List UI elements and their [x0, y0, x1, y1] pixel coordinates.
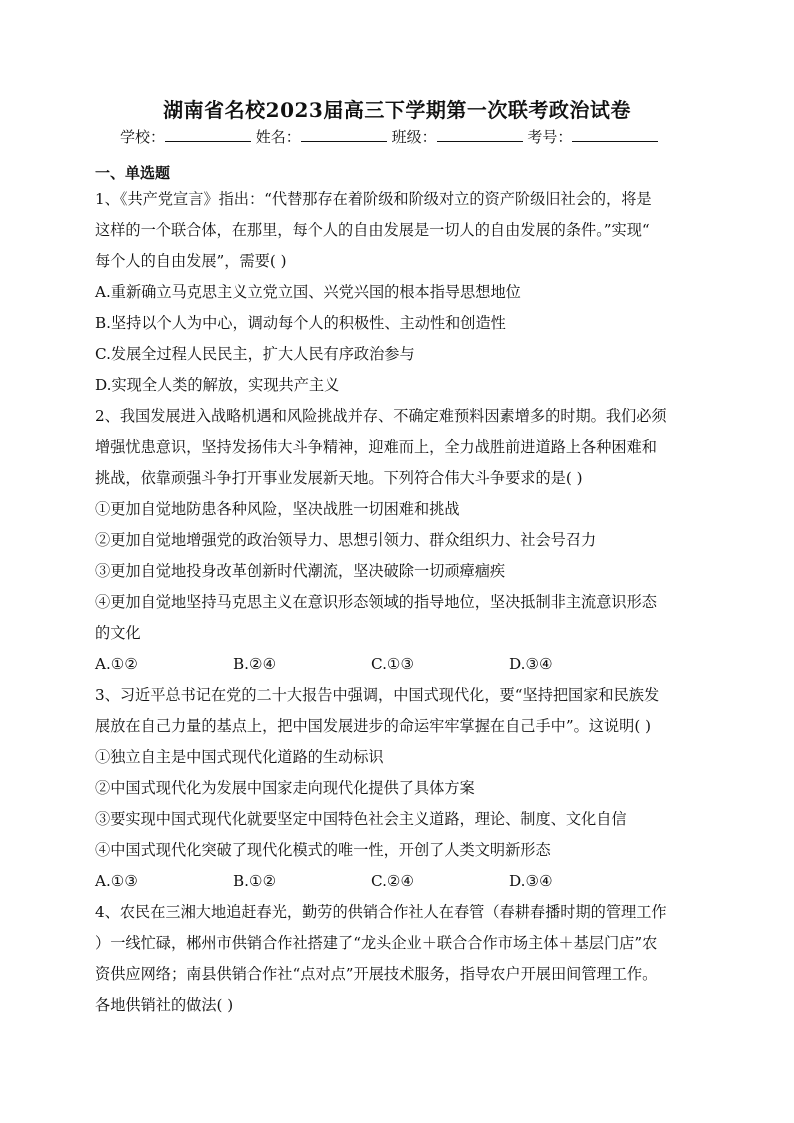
question-1 [95, 184, 715, 401]
question-3-choices [95, 866, 715, 897]
question-3-choice-c[interactable]: C.②④ [371, 872, 415, 890]
question-1-text-line: 这样的一个联合体，在那里，每个人的自由发展是一切人的自由发展的条件。”实现“ [95, 221, 650, 239]
page-title: 湖南省名校2023届高三下学期第一次联考政治试卷 [163, 98, 631, 122]
question-2-choice-b[interactable]: B.②④ [233, 655, 277, 673]
question-3-text-line: 展放在自己力量的基点上，把中国发展进步的命运牢牢掌握在自己手中”。这说明( ) [95, 717, 652, 735]
section-heading: 一、单选题 [95, 164, 171, 182]
class-label: 班级： [391, 128, 437, 146]
question-3-statement: ①独立自主是中国式现代化道路的生动标识 [95, 748, 384, 766]
question-3-statement: ②中国式现代化为发展中国家走向现代化提供了具体方案 [95, 779, 475, 797]
question-2-statement: ④更加自觉地坚持马克思主义在意识形态领域的指导地位，坚决抵制非主流意识形态 [95, 593, 657, 611]
name-label: 姓名： [255, 128, 301, 146]
question-3-statement: ④中国式现代化突破了现代化模式的唯一性，开创了人类文明新形态 [95, 841, 551, 859]
question-1-option-b[interactable]: B.坚持以个人为中心，调动每个人的积极性、主动性和创造性 [95, 314, 506, 332]
question-2-text-line: 增强忧患意识，坚持发扬伟大斗争精神，迎难而上，全力战胜前进道路上各种困难和 [95, 438, 657, 456]
question-2-statement: ③更加自觉地投身改革创新时代潮流，坚决破除一切顽瘴痼疾 [95, 562, 506, 580]
question-3-choice-d[interactable]: D.③④ [509, 872, 553, 890]
question-4-text-line: 资供应网络；南县供销合作社“点对点”开展技术服务，指导农户开展田间管理工作。 [95, 965, 658, 983]
student-info-row [120, 126, 680, 147]
question-3 [95, 680, 715, 897]
question-2-statement: 的文化 [95, 624, 141, 642]
question-1-option-a[interactable]: A.重新确立马克思主义立党立国、兴党兴国的根本指导思想地位 [95, 283, 521, 301]
school-label: 学校： [120, 128, 166, 146]
question-4-text-line: 各地供销社的做法( ) [95, 996, 234, 1014]
question-2-choice-d[interactable]: D.③④ [509, 655, 553, 673]
question-2-statement: ①更加自觉地防患各种风险，坚决战胜一切困难和挑战 [95, 500, 460, 518]
question-2 [95, 401, 715, 680]
question-1-text-line: 1、《共产党宣言》指出：“代替那存在着阶级和阶级对立的资产阶级旧社会的，将是 [95, 190, 652, 208]
question-2-choices [95, 649, 715, 680]
question-2-choice-c[interactable]: C.①③ [371, 655, 415, 673]
question-2-statement: ②更加自觉地增强党的政治领导力、思想引领力、群众组织力、社会号召力 [95, 531, 597, 549]
exam-content [95, 162, 715, 1021]
exam-no-label: 考号： [527, 128, 573, 146]
question-4-text-line: ）一线忙碌，郴州市供销合作社搭建了“龙头企业＋联合合作市场主体＋基层门店”农 [95, 934, 658, 952]
question-2-text-line: 2、我国发展进入战略机遇和风险挑战并存、不确定难预料因素增多的时期。我们必须 [95, 407, 667, 425]
question-1-option-d[interactable]: D.实现全人类的解放，实现共产主义 [95, 376, 340, 394]
question-4-text-line: 4、农民在三湘大地追赶春光，勤劳的供销合作社人在春管（春耕春播时期的管理工作 [95, 903, 667, 921]
question-2-choice-a[interactable]: A.①② [95, 655, 139, 673]
question-4 [95, 897, 715, 1021]
school-blank[interactable] [165, 127, 251, 142]
question-1-option-c[interactable]: C.发展全过程人民民主，扩大人民有序政治参与 [95, 345, 415, 363]
name-blank[interactable] [301, 127, 387, 142]
exam-no-blank[interactable] [572, 127, 658, 142]
question-3-statement: ③要实现中国式现代化就要坚定中国特色社会主义道路，理论、制度、文化自信 [95, 810, 627, 828]
question-3-choice-a[interactable]: A.①③ [95, 872, 139, 890]
question-2-text-line: 挑战，依靠顽强斗争打开事业发展新天地。下列符合伟大斗争要求的是( ) [95, 469, 583, 487]
question-1-text-line: 每个人的自由发展”，需要( ) [95, 252, 287, 270]
class-blank[interactable] [437, 127, 523, 142]
question-3-text-line: 3、习近平总书记在党的二十大报告中强调，中国式现代化，要“坚持把国家和民族发 [95, 686, 660, 704]
question-3-choice-b[interactable]: B.①② [233, 872, 277, 890]
